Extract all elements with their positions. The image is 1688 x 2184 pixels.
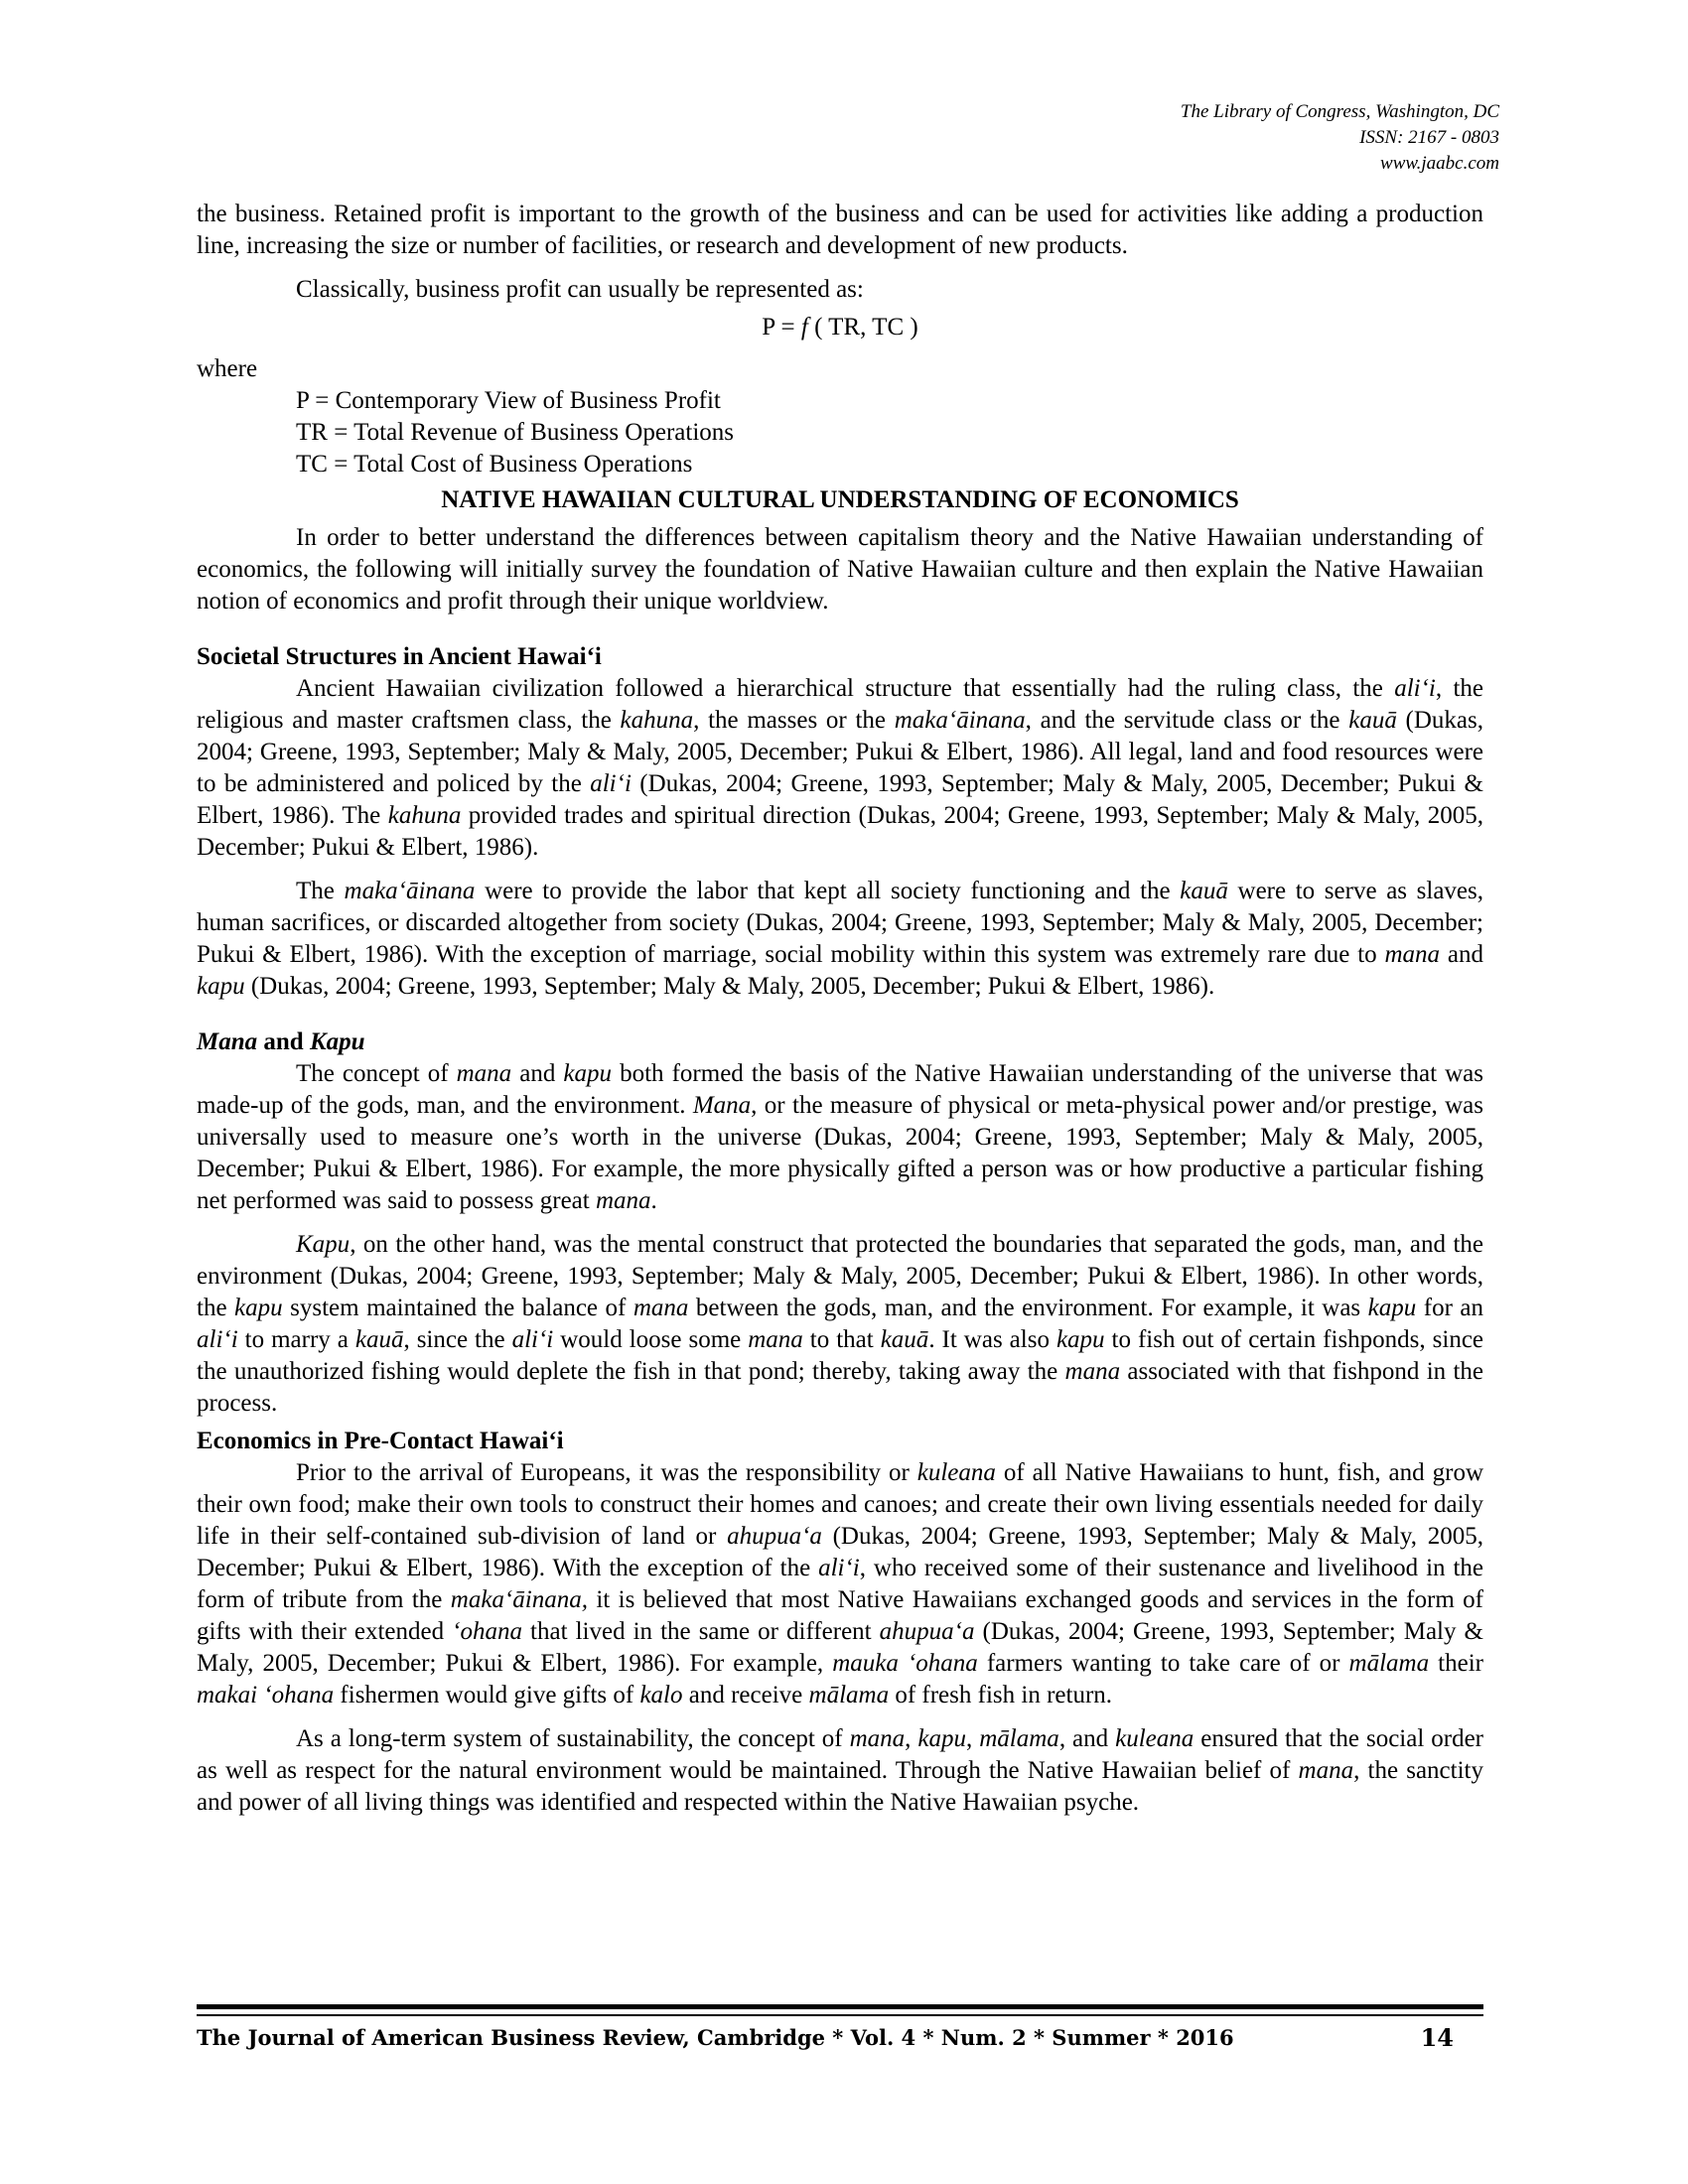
text-run: fishermen would give gifts of: [334, 1682, 640, 1708]
text-run: that lived in the same or different: [521, 1618, 880, 1645]
text-run: (Dukas, 2004; Greene, 1993, September; Maly & Maly, 2005, December; Pukui & Elbert, 1986).: [244, 973, 1215, 1000]
societal-paragraph-2: [197, 876, 1483, 1003]
definition-tc: TC = Total Cost of Business Operations: [296, 451, 693, 478]
italic-term: ahupuaʻa: [727, 1523, 822, 1550]
text-run: provided trades and spiritual direction (Dukas, 2004; Greene, 1993, September; Maly & Maly, 2005, December; Pukui & Elbert, 1986).: [197, 802, 1484, 861]
text-run: ,: [966, 1725, 980, 1752]
italic-term: kauā: [1348, 707, 1397, 734]
where-label: where: [197, 355, 258, 382]
header-website: www.jaabc.com: [1380, 153, 1499, 174]
italic-term: mana: [1298, 1757, 1354, 1784]
italic-term: mana: [1064, 1358, 1121, 1385]
italic-term: mālama: [979, 1725, 1059, 1752]
formula-args: ( TR, TC ): [807, 314, 918, 341]
italic-term: kuleana: [916, 1459, 996, 1486]
text-run: ensured that the social order as well as respect for the natural environment would be maintained. Through the Native Hawaiian belief of: [197, 1725, 1483, 1784]
text-run: for an: [1416, 1295, 1484, 1321]
italic-term: mana: [748, 1326, 803, 1353]
text-run: to that: [802, 1326, 881, 1353]
italic-term: kapu: [563, 1060, 613, 1087]
italic-term: mana: [456, 1060, 512, 1087]
italic-term: kapu: [197, 973, 245, 1000]
italic-term: makaʻāinana: [344, 878, 476, 904]
text-run: , on the other hand, was the mental construct that protected the boundaries that separated the gods, man, and the environment (Dukas, 2004; Greene, 1993, September; Maly & Maly, 2005, December; Pukui & Elbert, 1986). In other words, the: [197, 1231, 1483, 1321]
text-run: , since the: [403, 1326, 512, 1353]
text-run: associated with that fishpond in the process.: [197, 1358, 1483, 1417]
italic-term: kahuna: [620, 707, 694, 734]
italic-term: mana: [1384, 941, 1441, 968]
text-run: , the sanctity and power of all living things was identified and respected within the Native Hawaiian psyche.: [197, 1757, 1483, 1816]
italic-term: aliʻi: [197, 1326, 238, 1353]
italic-term: mauka ʻohana: [832, 1650, 978, 1677]
text-run: , who received some of their sustenance and livelihood in the form of tribute from the: [197, 1555, 1483, 1613]
italic-term: mana: [849, 1725, 906, 1752]
italic-term: ahupuaʻa: [879, 1618, 975, 1645]
italic-term: kahuna: [387, 802, 462, 829]
italic-term: aliʻi: [1394, 675, 1436, 702]
header-issn: ISSN: 2167 - 0803: [1359, 127, 1499, 148]
continued-paragraph: the business. Retained profit is important to the growth of the business and can be used for activities like adding a production line, increasing the size or number of facilities, or research and development of new products.: [197, 201, 1483, 259]
formula-function: f: [800, 314, 808, 341]
text-run: ,: [905, 1725, 918, 1752]
section-heading: NATIVE HAWAIIAN CULTURAL UNDERSTANDING OF ECONOMICS: [441, 486, 1239, 513]
italic-term: mana: [633, 1295, 689, 1321]
text-run: , and: [1058, 1725, 1116, 1752]
text-run: would loose some: [553, 1326, 749, 1353]
text-run: it is believed that most Native Hawaiians exchanged goods and services in the form of gifts with their extended: [197, 1586, 1483, 1645]
italic-term: kapu: [1367, 1295, 1417, 1321]
text-run: The concept of: [296, 1060, 457, 1087]
italic-term: kapu: [917, 1725, 967, 1752]
subheading-societal-structures: Societal Structures in Ancient Hawaiʻi: [197, 643, 602, 670]
text-run: and receive: [682, 1682, 809, 1708]
text-run: . It was also: [928, 1326, 1056, 1353]
italic-term: makai ʻohana: [197, 1682, 335, 1708]
text-run: (Dukas, 2004; Greene, 1993, September; Maly & Maly, 2005, December; Pukui & Elbert, 1986). All legal, land and food resources were to be administered and policed by the: [197, 707, 1484, 797]
italic-term: Mana: [197, 1028, 258, 1055]
classically-paragraph: Classically, business profit can usually be represented as:: [296, 276, 864, 303]
text-run: were to provide the labor that kept all society functioning and the: [475, 878, 1181, 904]
text-run: and: [257, 1028, 310, 1055]
running-footer: [197, 2023, 1483, 2053]
italic-term: mālama: [1348, 1650, 1430, 1677]
italic-term: Mana: [692, 1092, 752, 1119]
definition-p: P = Contemporary View of Business Profit: [296, 387, 721, 414]
formula-lhs: P =: [762, 314, 801, 341]
italic-term: makaʻāinana,: [450, 1586, 588, 1613]
italic-term: mālama: [808, 1682, 890, 1708]
section-intro-paragraph: In order to better understand the differences between capitalism theory and the Native Hawaiian understanding of economics, the following will initially survey the foundation of Native Hawaiian culture and then explain the Native Hawaiian notion of economics and profit through their unique worldview.: [197, 524, 1483, 614]
italic-term: mana: [595, 1187, 651, 1214]
variable-definitions: [197, 385, 1483, 480]
italic-term: kauā: [880, 1326, 929, 1353]
text-run: to marry a: [237, 1326, 355, 1353]
document-body: [197, 199, 1483, 1819]
italic-term: kauā: [1180, 878, 1228, 904]
economics-paragraph-1: [197, 1457, 1483, 1711]
societal-paragraph-1: [197, 673, 1483, 864]
text-run: to fish out of certain fishponds, since the unauthorized fishing would deplete the fish in that pond; thereby, taking away the: [197, 1326, 1484, 1385]
footer-rule-thick: [197, 2004, 1483, 2009]
running-header: [1181, 99, 1499, 177]
text-run: The: [296, 878, 345, 904]
footer-rule-thin: [197, 2014, 1483, 2016]
text-run: of fresh fish in return.: [889, 1682, 1113, 1708]
text-run: Ancient Hawaiian civilization followed a hierarchical structure that essentially had the ruling class, the: [296, 675, 1395, 702]
italic-term: kauā: [354, 1326, 404, 1353]
text-run: , the masses or the: [693, 707, 895, 734]
header-publisher: The Library of Congress, Washington, DC: [1180, 101, 1499, 122]
text-run: both formed the basis of the Native Hawaiian understanding of the universe that was made-up of the gods, man, and the environment.: [197, 1060, 1483, 1119]
text-run: , the religious and master craftsmen class, the: [197, 675, 1483, 734]
text-run: of all Native Hawaiians to hunt, fish, and grow their own food; make their own tools to construct their homes and canoes; and create their own living essentials needed for daily life in their self-contained sub-division of land or: [197, 1459, 1483, 1550]
text-run: Prior to the arrival of Europeans, it was the responsibility or: [296, 1459, 917, 1486]
subheading-economics: Economics in Pre-Contact Hawaiʻi: [197, 1428, 564, 1454]
text-run: (Dukas, 2004; Greene, 1993, September; Maly & Maly, 2005, December; Pukui & Elbert, 1986). With the exception of the: [197, 1523, 1483, 1581]
economics-paragraph-2: [197, 1723, 1483, 1819]
text-run: system maintained the balance of: [282, 1295, 633, 1321]
text-run: between the gods, man, and the environment. For example, it was: [688, 1295, 1368, 1321]
italic-term: Kapu: [296, 1231, 351, 1258]
mana-kapu-paragraph-1: [197, 1058, 1483, 1217]
italic-term: ʻohana: [452, 1618, 522, 1645]
text-run: and: [511, 1060, 564, 1087]
text-run: farmers wanting to take care of or: [977, 1650, 1349, 1677]
text-run: , or the measure of physical or meta-physical power and/or prestige, was universally used to measure one’s worth in the universe (Dukas, 2004; Greene, 1993, September; Maly & Maly, 2005, December; Pukui & Elbert, 1986). For example, the more physically gifted a person was or how productive a particular fishing net performed was said to possess great: [197, 1092, 1483, 1214]
definition-tr: TR = Total Revenue of Business Operations: [296, 419, 734, 446]
italic-term: kapu: [1055, 1326, 1105, 1353]
profit-formula: [197, 312, 1483, 343]
mana-kapu-paragraph-2: [197, 1229, 1483, 1420]
footer-journal-info: The Journal of American Business Review, Cambridge * Vol. 4 * Num. 2 * Summer * 2016: [197, 2025, 1234, 2050]
page-number: 14: [1420, 2023, 1454, 2052]
italic-term: aliʻi: [511, 1326, 554, 1353]
text-run: .: [650, 1187, 657, 1214]
italic-term: makaʻāinana: [894, 707, 1026, 734]
italic-term: aliʻi: [818, 1555, 860, 1581]
italic-term: kapu: [234, 1295, 283, 1321]
text-run: and: [1440, 941, 1483, 968]
text-run: were to serve as slaves, human sacrifices, or discarded altogether from society (Dukas, 2004; Greene, 1993, September; Maly & Maly, 2005, December; Pukui & Elbert, 1986). With the exception of marriage, social mobility within this system was extremely rare due to: [197, 878, 1484, 968]
text-run: their: [1429, 1650, 1483, 1677]
text-run: , and the servitude class or the: [1025, 707, 1349, 734]
text-run: (Dukas, 2004; Greene, 1993, September; Maly & Maly, 2005, December; Pukui & Elbert, 1986). For example,: [197, 1618, 1484, 1677]
subheading-mana-kapu: [197, 1026, 1483, 1058]
italic-term: Kapu: [309, 1028, 365, 1055]
italic-term: kalo: [639, 1682, 683, 1708]
italic-term: aliʻi: [590, 770, 632, 797]
text-run: As a long-term system of sustainability, the concept of: [296, 1725, 850, 1752]
text-run: (Dukas, 2004; Greene, 1993, September; Maly & Maly, 2005, December; Pukui & Elbert, 1986). The: [197, 770, 1484, 829]
italic-term: kuleana: [1115, 1725, 1195, 1752]
